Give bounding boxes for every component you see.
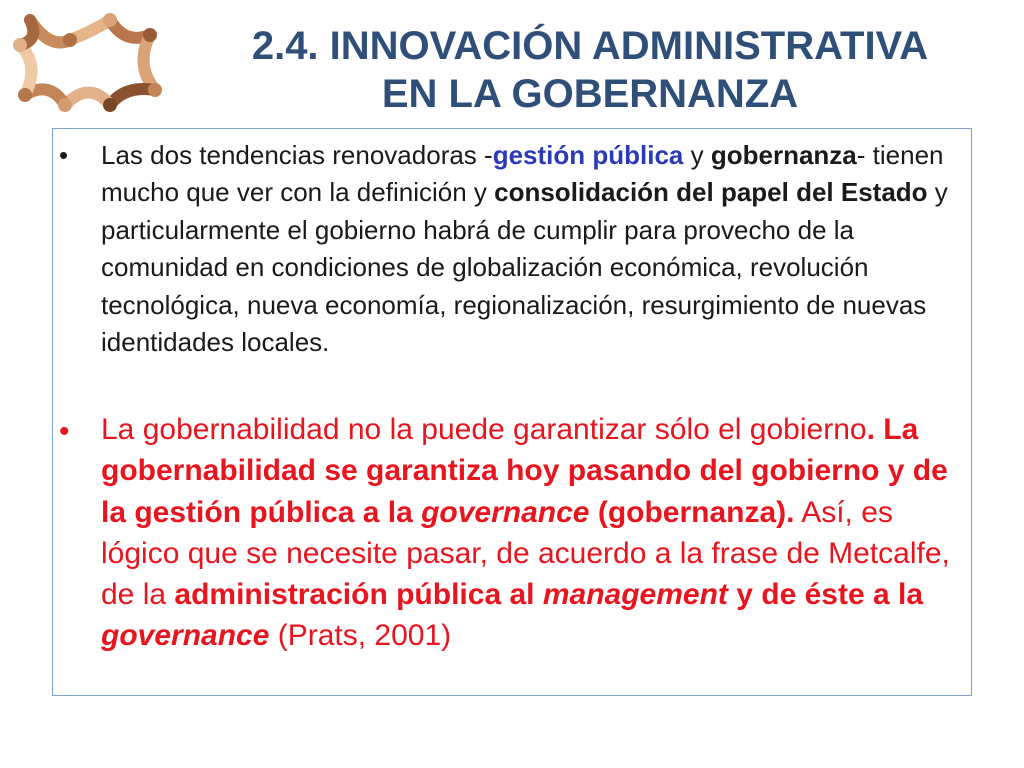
bullet-marker-2: • bbox=[59, 415, 70, 448]
p2-citation: (Prats, 2001) bbox=[269, 619, 452, 653]
linked-hands-icon bbox=[10, 10, 168, 116]
p2-bold-segment: y de éste a la bbox=[727, 578, 924, 612]
slide-title bbox=[180, 22, 1000, 118]
p1-consolidacion: consolidación del papel del Estado bbox=[494, 177, 928, 208]
p2-governance: governance bbox=[421, 495, 590, 529]
p2-segment: Así, es lógico que se necesite pasar, de acuerdo a la frase de Metcalfe, de la bbox=[101, 495, 950, 612]
p2-gobernanza: (gobernanza). bbox=[589, 495, 795, 529]
slide-title-line-1: 2.4. INNOVACIÓN ADMINISTRATIVA bbox=[251, 24, 929, 68]
p2-management: management bbox=[542, 578, 728, 612]
content-box bbox=[52, 128, 972, 696]
p2-segment: La gobernabilidad no la puede garantizar sólo el gobierno bbox=[101, 413, 867, 446]
p2-governance-2: governance bbox=[101, 619, 270, 653]
p2-admin-publica: administración pública al bbox=[174, 578, 543, 612]
bullet-marker-1: • bbox=[59, 140, 69, 170]
p2-bold-segment: . La gobernabilidad se garantiza hoy pasando del gobierno y de la gestión pública a la bbox=[101, 413, 948, 529]
slide-title-line-2: EN LA GOBERNANZA bbox=[381, 72, 799, 116]
p1-segment: - tienen mucho que ver con la definición y bbox=[101, 140, 944, 208]
p1-gobernanza: gobernanza bbox=[710, 140, 857, 170]
bullet-paragraph-2 bbox=[101, 409, 965, 657]
p1-segment: Las dos tendencias renovadoras - bbox=[101, 140, 493, 170]
p1-gestion-publica: gestión pública bbox=[492, 140, 684, 170]
bullet-paragraph-1 bbox=[101, 137, 965, 361]
p1-segment: y particularmente el gobierno habrá de cumplir para provecho de la comunidad en condiciones de globalización económica, revolución tecnológica, nueva economía, regionalización, resurgimiento de nuevas identidades locales. bbox=[101, 177, 948, 358]
p1-segment: y bbox=[683, 140, 711, 170]
